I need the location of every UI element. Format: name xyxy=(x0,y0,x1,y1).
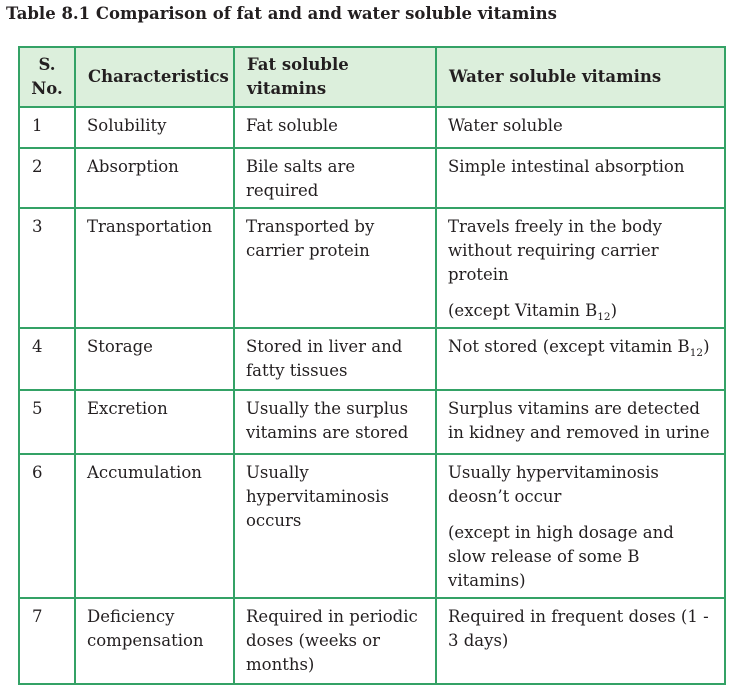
row-water-soluble: Surplus vitamins are detected in kidney and removed in urine xyxy=(436,390,725,454)
row-water-soluble: Required in frequent doses (1 - 3 days) xyxy=(436,598,725,684)
row-number: 2 xyxy=(19,148,75,208)
row-water-soluble xyxy=(436,454,725,598)
row-number: 3 xyxy=(19,208,75,328)
row-characteristic: Storage xyxy=(75,328,234,390)
row-fat-soluble: Transported by carrier protein xyxy=(234,208,436,328)
note-subscript: 12 xyxy=(597,311,611,323)
water-soluble-text: Travels freely in the body without requiring carrier protein xyxy=(448,217,662,284)
table-row xyxy=(19,148,725,208)
row-number: 1 xyxy=(19,107,75,148)
water-soluble-note: (except in high dosage and slow release of some B vitamins) xyxy=(448,523,674,590)
row-characteristic: Excretion xyxy=(75,390,234,454)
water-soluble-text: Usually hypervitaminosis deosn’t occur xyxy=(448,463,659,506)
row-fat-soluble: Bile salts are required xyxy=(234,148,436,208)
table-row xyxy=(19,328,725,390)
note-prefix: (except Vitamin B xyxy=(448,301,598,320)
row-fat-soluble: Required in periodic doses (weeks or months) xyxy=(234,598,436,684)
header-characteristics: Characteristics xyxy=(75,47,234,107)
header-sno-line1: S. xyxy=(38,55,56,74)
vitamins-comparison-table xyxy=(18,46,726,685)
row-fat-soluble: Usually the surplus vitamins are stored xyxy=(234,390,436,454)
row-water-soluble: Simple intestinal absorption xyxy=(436,148,725,208)
row-fat-soluble: Usually hypervitaminosis occurs xyxy=(234,454,436,598)
header-water-soluble: Water soluble vitamins xyxy=(436,47,725,107)
water-soluble-note xyxy=(448,299,714,323)
row-water-soluble: Water soluble xyxy=(436,107,725,148)
row-water-soluble xyxy=(436,328,725,390)
table-row xyxy=(19,107,725,148)
water-prefix: Not stored (except vitamin B xyxy=(448,337,690,356)
row-characteristic: Deficiency compensation xyxy=(75,598,234,684)
header-sno-line2: No. xyxy=(31,79,63,98)
note-suffix: ) xyxy=(610,301,618,320)
table-caption: Table 8.1 Comparison of fat and and water soluble vitamins xyxy=(6,4,557,23)
row-number: 7 xyxy=(19,598,75,684)
row-fat-soluble: Fat soluble xyxy=(234,107,436,148)
row-number: 6 xyxy=(19,454,75,598)
table-row xyxy=(19,390,725,454)
table-row xyxy=(19,454,725,598)
row-fat-soluble: Stored in liver and fatty tissues xyxy=(234,328,436,390)
table-row xyxy=(19,208,725,328)
table-header-row xyxy=(19,47,725,107)
row-number: 4 xyxy=(19,328,75,390)
row-characteristic: Transportation xyxy=(75,208,234,328)
water-suffix: ) xyxy=(703,337,710,356)
table-row xyxy=(19,598,725,684)
header-fat-soluble: Fat soluble vitamins xyxy=(234,47,436,107)
row-characteristic: Absorption xyxy=(75,148,234,208)
row-water-soluble xyxy=(436,208,725,328)
row-characteristic: Solubility xyxy=(75,107,234,148)
row-number: 5 xyxy=(19,390,75,454)
row-characteristic: Accumulation xyxy=(75,454,234,598)
header-serial-number xyxy=(19,47,75,107)
water-subscript: 12 xyxy=(689,347,704,359)
